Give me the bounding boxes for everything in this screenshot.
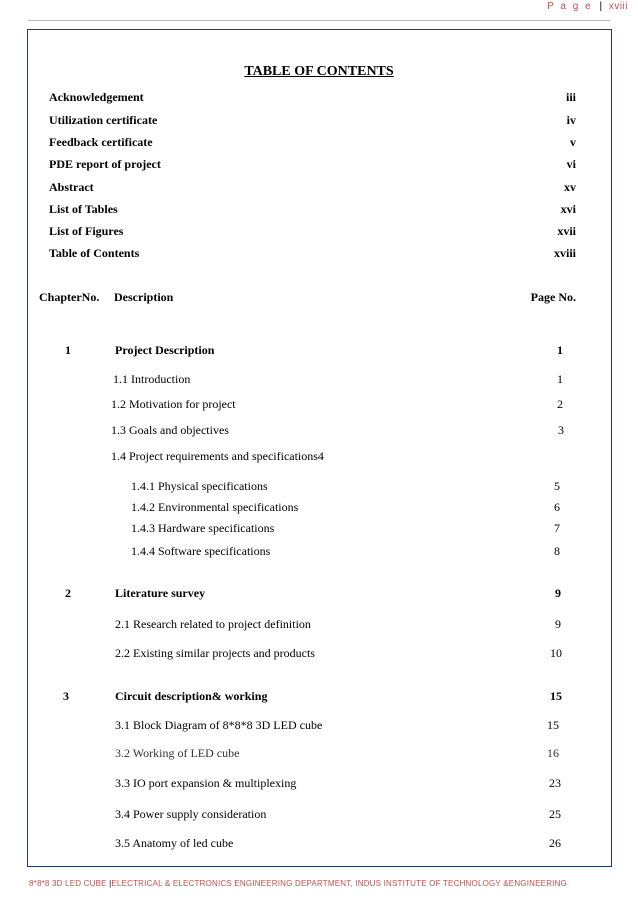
chapter-title: Project Description bbox=[115, 343, 215, 357]
page-word: P a g e bbox=[547, 1, 593, 12]
section-row bbox=[0, 646, 638, 662]
front-matter-label: Acknowledgement bbox=[49, 90, 144, 104]
chapter-page: 15 bbox=[550, 689, 562, 703]
section-page: 15 bbox=[547, 718, 559, 732]
column-header-chapter: ChapterNo. bbox=[39, 290, 100, 304]
chapter-number: 3 bbox=[63, 689, 69, 703]
section-page: 8 bbox=[554, 544, 560, 558]
footer-department: ELECTRICAL & ELECTRONICS ENGINEERING DEPARTMENT, INDUS INSTITUTE OF TECHNOLOGY &ENGINEERING bbox=[111, 879, 567, 888]
toc-title: TABLE OF CONTENTS bbox=[244, 64, 394, 79]
section-label: 2.1 Research related to project definition bbox=[115, 617, 311, 631]
footer-project: 8*8*8 3D LED CUBE bbox=[29, 879, 107, 888]
front-matter-label: Abstract bbox=[49, 180, 94, 194]
chapter-title: Circuit description& working bbox=[115, 689, 268, 703]
section-row bbox=[0, 372, 638, 388]
subsection-row bbox=[0, 544, 638, 560]
subsection-row bbox=[0, 521, 638, 537]
section-page: 6 bbox=[554, 500, 560, 514]
front-matter-page: iv bbox=[566, 113, 576, 127]
page-number-label bbox=[547, 1, 628, 12]
section-label: 1.3 Goals and objectives bbox=[111, 423, 229, 437]
section-label: 2.2 Existing similar projects and products bbox=[115, 646, 315, 660]
header-rule bbox=[28, 20, 610, 21]
front-matter-page: vi bbox=[566, 157, 576, 171]
section-page: 23 bbox=[549, 776, 561, 790]
front-matter-page: xvii bbox=[557, 224, 576, 238]
section-page: 7 bbox=[554, 521, 560, 535]
section-label: 1.4.1 Physical specifications bbox=[131, 479, 268, 493]
section-label: 3.1 Block Diagram of 8*8*8 3D LED cube bbox=[115, 718, 323, 732]
front-matter-page: xviii bbox=[553, 246, 576, 260]
front-matter-label: Table of Contents bbox=[49, 246, 140, 260]
section-page: 2 bbox=[557, 397, 563, 411]
front-matter-page: xv bbox=[564, 180, 576, 194]
subsection-row bbox=[0, 500, 638, 516]
section-page: 9 bbox=[555, 617, 561, 631]
section-label: 1.4.3 Hardware specifications bbox=[131, 521, 275, 535]
subsection-row bbox=[0, 479, 638, 495]
page-border bbox=[27, 29, 612, 867]
section-row bbox=[0, 718, 638, 734]
section-label: 3.2 Working of LED cube bbox=[115, 746, 240, 760]
section-page: 5 bbox=[554, 479, 560, 493]
page-separator: | bbox=[599, 1, 603, 12]
chapter-number: 2 bbox=[65, 586, 71, 600]
section-label: 1.4 Project requirements and specifications4 bbox=[111, 449, 324, 463]
front-matter-label: List of Figures bbox=[49, 224, 124, 238]
section-label: 1.1 Introduction bbox=[113, 372, 191, 386]
chapter-number: 1 bbox=[65, 343, 71, 357]
chapter-row bbox=[0, 586, 638, 602]
section-page: 1 bbox=[557, 372, 563, 386]
chapter-row bbox=[0, 689, 638, 705]
section-label: 1.2 Motivation for project bbox=[111, 397, 236, 411]
section-page: 3 bbox=[558, 423, 564, 437]
footer-divider: | bbox=[109, 879, 112, 888]
chapter-page: 1 bbox=[557, 343, 563, 357]
page-number: xviii bbox=[608, 1, 628, 12]
section-label: 1.4.2 Environmental specifications bbox=[131, 500, 299, 514]
column-header-description: Description bbox=[114, 290, 174, 304]
section-label: 3.4 Power supply consideration bbox=[115, 807, 267, 821]
front-matter-label: Utilization certificate bbox=[49, 113, 158, 127]
section-page: 26 bbox=[549, 836, 561, 850]
chapter-title: Literature survey bbox=[115, 586, 206, 600]
section-page: 16 bbox=[547, 746, 559, 760]
section-label: 1.4.4 Software specifications bbox=[131, 544, 271, 558]
chapter-row bbox=[0, 343, 638, 359]
section-row bbox=[0, 746, 638, 762]
section-label: 3.5 Anatomy of led cube bbox=[115, 836, 234, 850]
front-matter-label: PDE report of project bbox=[49, 157, 161, 171]
page-footer bbox=[29, 879, 567, 888]
front-matter-page: xvi bbox=[560, 202, 576, 216]
section-row bbox=[0, 807, 638, 823]
front-matter-label: Feedback certificate bbox=[49, 135, 153, 149]
section-row bbox=[0, 423, 638, 439]
section-page: 10 bbox=[550, 646, 562, 660]
front-matter-page: iii bbox=[565, 90, 576, 104]
section-row bbox=[0, 836, 638, 852]
section-row bbox=[0, 776, 638, 792]
section-row bbox=[0, 397, 638, 413]
front-matter-label: List of Tables bbox=[49, 202, 118, 216]
section-row bbox=[0, 449, 638, 465]
front-matter-page: v bbox=[570, 135, 576, 149]
section-label: 3.3 IO port expansion & multiplexing bbox=[115, 776, 297, 790]
section-row bbox=[0, 617, 638, 633]
column-header-page: Page No. bbox=[530, 290, 576, 304]
chapter-page: 9 bbox=[555, 586, 561, 600]
section-page: 25 bbox=[549, 807, 561, 821]
